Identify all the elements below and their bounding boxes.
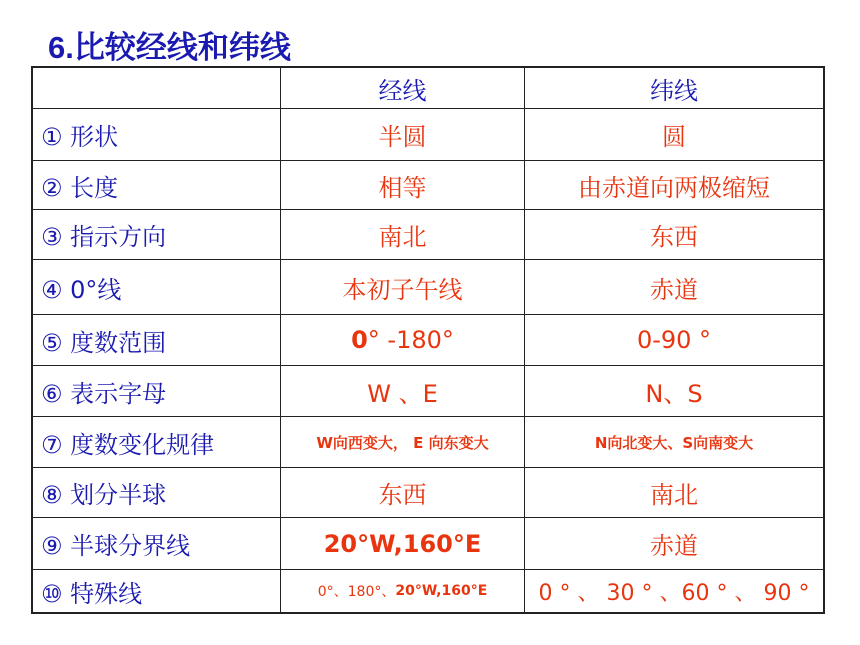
parallel-cell: N、S: [525, 366, 823, 417]
meridian-cell: 半圆: [281, 109, 525, 161]
special-lines-part-b: 20°W,160°E: [395, 583, 488, 599]
meridian-cell: 南北: [281, 210, 525, 260]
row-label: ② 长度: [33, 161, 281, 210]
page-title: [48, 22, 291, 67]
parallel-cell: 0 ° 、 30 ° 、60 ° 、 90 °: [538, 580, 810, 606]
header-meridian: 经线: [281, 68, 525, 109]
parallel-cell: 0-90 °: [525, 315, 823, 366]
parallel-cell: N向北变大、S向南变大: [525, 417, 823, 468]
row-label: ③ 指示方向: [33, 210, 281, 260]
row-label: ④ 0°线: [33, 260, 281, 315]
row-label: ⑩ 特殊线: [33, 570, 281, 612]
parallel-cell: 东西: [525, 210, 823, 260]
title-number: 6.: [48, 30, 74, 65]
meridian-cell: W向西变大， E 向东变大: [281, 417, 525, 468]
meridian-cell: 20°W,160°E: [281, 518, 525, 570]
row-label: ⑦ 度数变化规律: [33, 417, 281, 468]
meridian-cell: W 、E: [281, 366, 525, 417]
row-label: ⑥ 表示字母: [33, 366, 281, 417]
title-text: 比较经线和纬线: [73, 30, 291, 66]
comparison-table: [31, 66, 825, 614]
row-label: ⑨ 半球分界线: [33, 518, 281, 570]
special-lines-part-a: 0°、180°、: [317, 584, 396, 600]
parallel-cell: 赤道: [525, 518, 823, 570]
meridian-range-start: 0: [351, 326, 368, 354]
meridian-cell: 本初子午线: [281, 260, 525, 315]
parallel-cell: 由赤道向两极缩短: [525, 161, 823, 210]
row-label: ⑤ 度数范围: [33, 315, 281, 366]
row-label: ⑧ 划分半球: [33, 468, 281, 518]
meridian-cell: 东西: [281, 468, 525, 518]
parallel-cell: 南北: [525, 468, 823, 518]
meridian-cell: [281, 315, 525, 366]
parallel-cell: 赤道: [525, 260, 823, 315]
header-parallel: 纬线: [525, 68, 823, 109]
meridian-cell: 相等: [281, 161, 525, 210]
meridian-cell: [281, 570, 525, 612]
header-empty-cell: [33, 68, 281, 109]
row-label: ① 形状: [33, 109, 281, 161]
parallel-cell: 圆: [525, 109, 823, 161]
meridian-range-end: ° -180°: [367, 326, 454, 354]
